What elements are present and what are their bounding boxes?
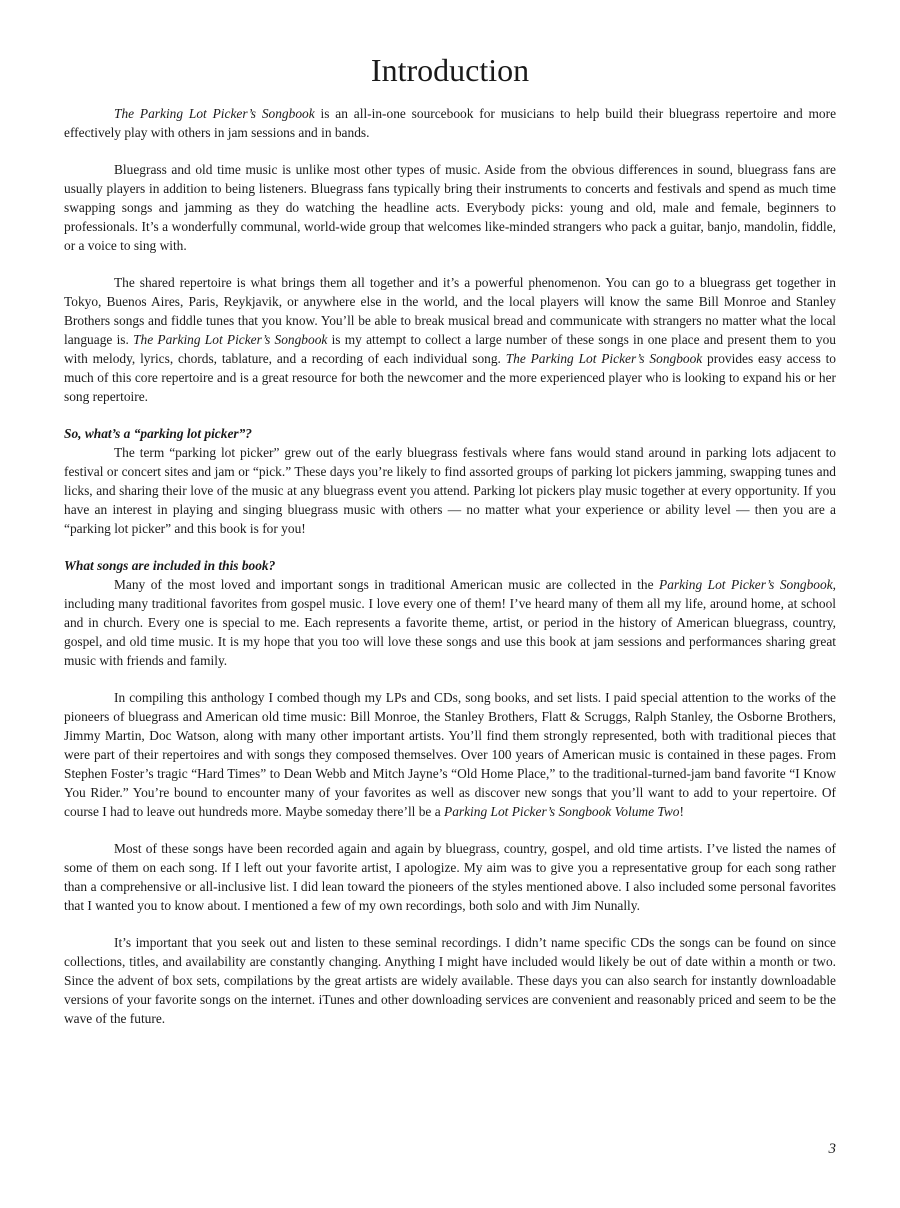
page-body bbox=[64, 40, 836, 1046]
page-title: Introduction bbox=[370, 52, 530, 88]
paragraph-8: It’s important that you seek out and listen to these seminal recordings. I didn’t name specific CDs the songs can be found on since collections, titles, and availability are constantly changing. Anything I might have included would likely be out of date within a month or two. Since the advent of box sets, compilations by the great artists are widely available. These days you can also search for instantly downloadable versions of your favorite songs on the internet. iTunes and other downloading services are convenient and reasonably priced and seem to be the wave of the future. bbox=[64, 935, 836, 1026]
page-number: 3 bbox=[828, 1141, 836, 1157]
book-title: Parking Lot Picker’s Songbook Volume Two bbox=[444, 804, 680, 819]
book-title: Parking Lot Picker’s Songbook bbox=[659, 577, 833, 592]
intro-section bbox=[64, 104, 836, 406]
book-title: The Parking Lot Picker’s Songbook bbox=[114, 106, 315, 121]
section-heading-songs-included: What songs are included in this book? bbox=[64, 558, 276, 573]
parking-lot-section bbox=[64, 443, 836, 538]
paragraph-text: The shared repertoire is what brings them all together and it’s a powerful phenomenon. You can go to a bluegrass get together in Tokyo, Buenos Aires, Paris, Reykjavik, or anywhere else in the world, and the local players will know the same Bill Monroe and Stanley Brothers songs and fiddle tunes that you know. You’ll be able to break musical bread and communicate with strangers no matter what the local language is. bbox=[64, 275, 836, 347]
paragraph-3 bbox=[64, 273, 836, 406]
paragraph-text: In compiling this anthology I combed though my LPs and CDs, song books, and set lists. I paid special attention to the works of the pioneers of bluegrass and American old time music: Bill Monroe, the Stanley Brothers, Flatt & Scruggs, Ralph Stanley, the Osborne Brothers, Jimmy Martin, Doc Watson, along with many other important artists. You’ll find them strongly represented, both with traditional pieces that were part of their repertoires and with songs they composed themselves. Over 100 years of American music is contained in these pages. From Stephen Foster’s tragic “Hard Times” to Dean Webb and Mitch Jayne’s “Old Home Place,” to the traditional-turned-jam band favorite “I Know You Rider.” You’re bound to encounter many of your favorites as well as discover new songs that you’ll want to add to your repertoire. Of course I had to leave out hundreds more. Maybe someday there’ll be a bbox=[64, 690, 836, 819]
paragraph-4: The term “parking lot picker” grew out of the early bluegrass festivals where fans would stand around in parking lots adjacent to festival or concert sites and jam or “pick.” These days you’re likely to find assorted groups of parking lot pickers jamming, swapping tunes and licks, and sharing their love of the music at any bluegrass event you attend. Parking lot pickers play music together at every opportunity. If you have an interest in playing and singing bluegrass music with others — no matter what your experience or ability level — then you are a “parking lot picker” and this book is for you! bbox=[64, 445, 836, 536]
paragraph-text: , including many traditional favorites from gospel music. I love every one of them! I’ve heard many of them all my life, around home, at school and in church. Every one is special to me. Each represents a favorite theme, artist, or period in the history of American bluegrass, country, gospel, and old time music. It is my hope that you too will love these songs and use this book at jam sessions and performances sharing great music with friends and family. bbox=[64, 577, 836, 668]
paragraph-7: Most of these songs have been recorded again and again by bluegrass, country, gospel, and old time artists. I’ve listed the names of some of them on each song. If I left out your favorite artist, I apologize. My aim was to give you a representative group for each song rather than a comprehensive or all-inclusive list. I did lean toward the pioneers of the styles mentioned above. I also included some personal favorites that I wanted you to know about. I mentioned a few of my own recordings, both solo and with Jim Nunally. bbox=[64, 841, 836, 913]
book-title: The Parking Lot Picker’s Songbook bbox=[133, 332, 328, 347]
paragraph-2: Bluegrass and old time music is unlike most other types of music. Aside from the obvious differences in sound, bluegrass fans are usually players in addition to being listeners. Bluegrass fans typically bring their instruments to concerts and festivals and spend as much time swapping songs and jamming as they do watching the headline acts. Everybody picks: young and old, male and female, beginners to professionals. It’s a wonderfully communal, world-wide group that welcomes like-minded strangers who pack a guitar, banjo, mandolin, fiddle, or a voice to sing with. bbox=[64, 162, 836, 253]
paragraph-text: ! bbox=[679, 804, 684, 819]
paragraph-text: provides easy access to much of this core repertoire and is a great resource for both the newcomer and the more experienced player who is looking to expand his or her song repertoire. bbox=[64, 351, 837, 404]
paragraph-text: Many of the most loved and important songs in traditional American music are collected in the bbox=[114, 577, 660, 592]
book-title: The Parking Lot Picker’s Songbook bbox=[505, 351, 703, 366]
section-heading-parking-lot-picker: So, what’s a “parking lot picker”? bbox=[64, 426, 252, 441]
paragraph-text: is an all-in-one sourcebook for musicians to help build their bluegrass repertoire and more effectively play with others in jam sessions and in bands. bbox=[64, 106, 837, 140]
paragraph-1 bbox=[64, 104, 836, 142]
songs-section bbox=[64, 575, 836, 1028]
paragraph-5 bbox=[64, 575, 836, 670]
paragraph-text: is my attempt to collect a large number of these songs in one place and present them to you with melody, lyrics, chords, tablature, and a recording of each individual song. bbox=[64, 332, 837, 366]
paragraph-6 bbox=[64, 688, 836, 821]
